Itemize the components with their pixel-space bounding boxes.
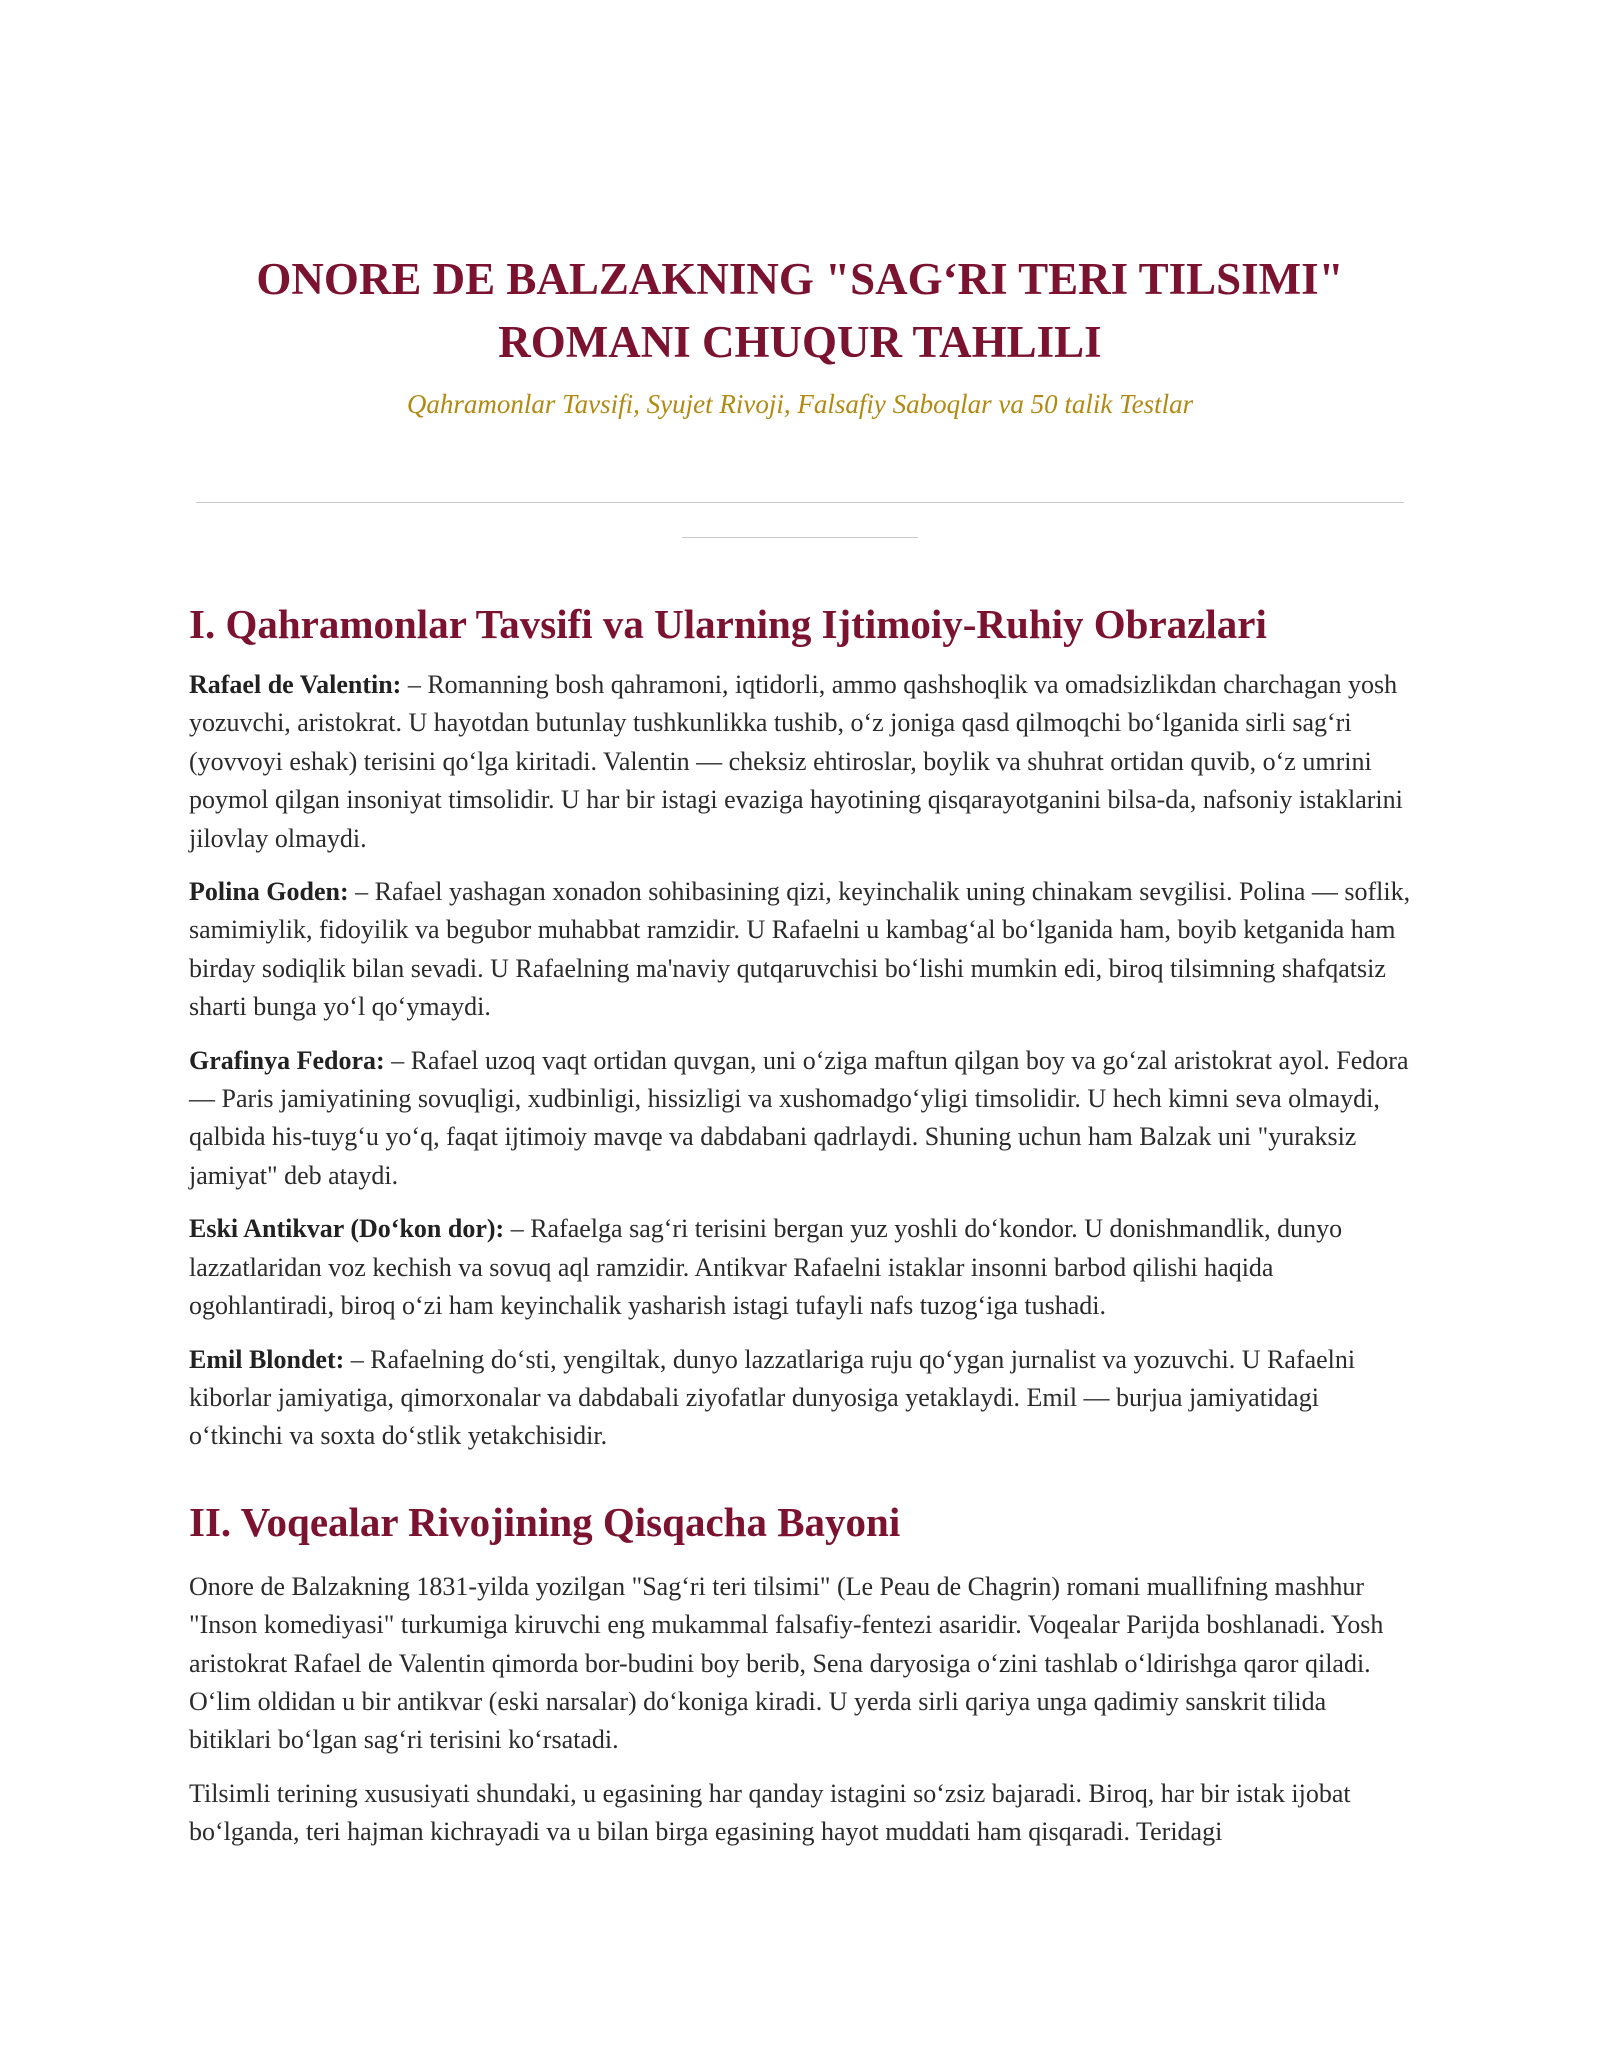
character-paragraph-rafael xyxy=(189,666,1411,858)
character-description: – Romanning bosh qahramoni, iqtidorli, ammo qashshoqlik va omadsizlikdan charchagan yosh yozuvchi, aristokrat. U hayotdan butunlay tushkunlikka tushib, o‘z joniga qasd qilmoqchi bo‘lganida sirli sag‘ri (yovvoyi eshak) terisini qo‘lga kiritadi. Valentin — cheksiz ehtiroslar, boylik va shuhrat ortidan quvib, o‘z umrini poymol qilgan insoniyat timsolidir. U har bir istagi evaziga hayotining qisqarayotganini bilsa-da, nafsoniy istaklarini jilovlay olmaydi. xyxy=(189,670,1403,853)
plot-paragraph: Onore de Balzakning 1831-yilda yozilgan "Sag‘ri teri tilsimi" (Le Peau de Chagrin) romani muallifning mashhur "Inson komediyasi" turkumiga kiruvchi eng mukammal falsafiy-fentezi asaridir. Voqealar Parijda boshlanadi. Yosh aristokrat Rafael de Valentin qimorda bor-budini boy berib, Sena daryosiga o‘zini tashlab o‘ldirishga qaror qiladi. O‘lim oldidan u bir antikvar (eski narsalar) do‘koniga kiradi. U yerda sirli qariya unga qadimiy sanskrit tilida bitiklari bo‘lgan sag‘ri terisini ko‘rsatadi. xyxy=(189,1571,1384,1755)
character-description: – Rafael yashagan xonadon sohibasining qizi, keyinchalik uning chinakam sevgilisi. Polina — soflik, samimiylik, fidoyilik va begubor muhabbat ramzidir. U Rafaelni u kambag‘al bo‘lganida ham, boyib ketganida ham birday sodiqlik bilan sevadi. U Rafaelning ma'naviy qutqaruvchisi bo‘lishi mumkin edi, biroq tilsimning shafqatsiz sharti bunga yo‘l qo‘ymaydi. xyxy=(189,877,1411,1022)
character-paragraph-polina xyxy=(189,873,1411,1027)
character-name: Polina Goden: xyxy=(189,877,349,907)
character-name: Grafinya Fedora: xyxy=(189,1045,385,1075)
character-name: Rafael de Valentin: xyxy=(189,670,402,699)
divider-short xyxy=(682,537,918,538)
character-name: Emil Blondet: xyxy=(189,1344,345,1374)
section-heading-plot: II. Voqealar Rivojining Qisqacha Bayoni xyxy=(189,1498,901,1545)
plot-paragraph: Tilsimli terining xususiyati shundaki, u egasining har qanday istagini so‘zsiz bajaradi. Biroq, har bir istak ijobat bo‘lganda, teri hajman kichrayadi va u bilan birga egasining hayot muddati ham qisqaradi. Teridagi xyxy=(189,1778,1351,1847)
character-paragraph-antikvar xyxy=(189,1210,1411,1325)
title-line-1: ONORE DE BALZAKNING "SAG‘RI TERI TILSIMI" xyxy=(256,254,1344,304)
character-paragraph-fedora xyxy=(189,1042,1411,1196)
character-paragraph-emil xyxy=(189,1341,1411,1456)
character-description: – Rafaelga sag‘ri terisini bergan yuz yoshli do‘kondor. U donishmandlik, dunyo lazzatlaridan voz kechish va sovuq aql ramzidir. Antikvar Rafaelni istaklar insonni barbod qilishi haqida ogohlantiradi, biroq o‘zi ham keyinchalik yasharish istagi tufayli nafs tuzog‘iga tushadi. xyxy=(189,1214,1343,1321)
document-subtitle: Qahramonlar Tavsifi, Syujet Rivoji, Falsafiy Saboqlar va 50 talik Testlar xyxy=(406,389,1194,419)
plot-summary xyxy=(189,1568,1411,1852)
character-name: Eski Antikvar (Do‘kon dor): xyxy=(189,1214,505,1244)
title-line-2: ROMANI CHUQUR TAHLILI xyxy=(498,317,1102,367)
document-title xyxy=(189,0,1411,374)
character-description: – Rafaelning do‘sti, yengiltak, dunyo lazzatlariga ruju qo‘ygan jurnalist va yozuvchi. U Rafaelni kiborlar jamiyatiga, qimorxonalar va dabdabali ziyofatlar dunyosiga yetaklaydi. Emil — burjua jamiyatidagi o‘tkinchi va soxta do‘stlik yetakchisidir. xyxy=(189,1344,1356,1451)
character-description: – Rafael uzoq vaqt ortidan quvgan, uni o‘ziga maftun qilgan boy va go‘zal aristokrat ayol. Fedora — Paris jamiyatining sovuqligi, xudbinligi, hissizligi va xushomadgo‘yligi timsolidir. U hech kimni seva olmaydi, qalbida his-tuyg‘u yo‘q, faqat ijtimoiy mavqe va dabdabani qadrlaydi. Shuning uchun ham Balzak uni "yuraksiz jamiyat" deb ataydi. xyxy=(189,1045,1409,1190)
character-list xyxy=(189,666,1411,1456)
section-heading-characters: I. Qahramonlar Tavsifi va Ularning Ijtimoiy-Ruhiy Obrazlari xyxy=(189,601,1267,647)
divider-long xyxy=(196,502,1404,503)
